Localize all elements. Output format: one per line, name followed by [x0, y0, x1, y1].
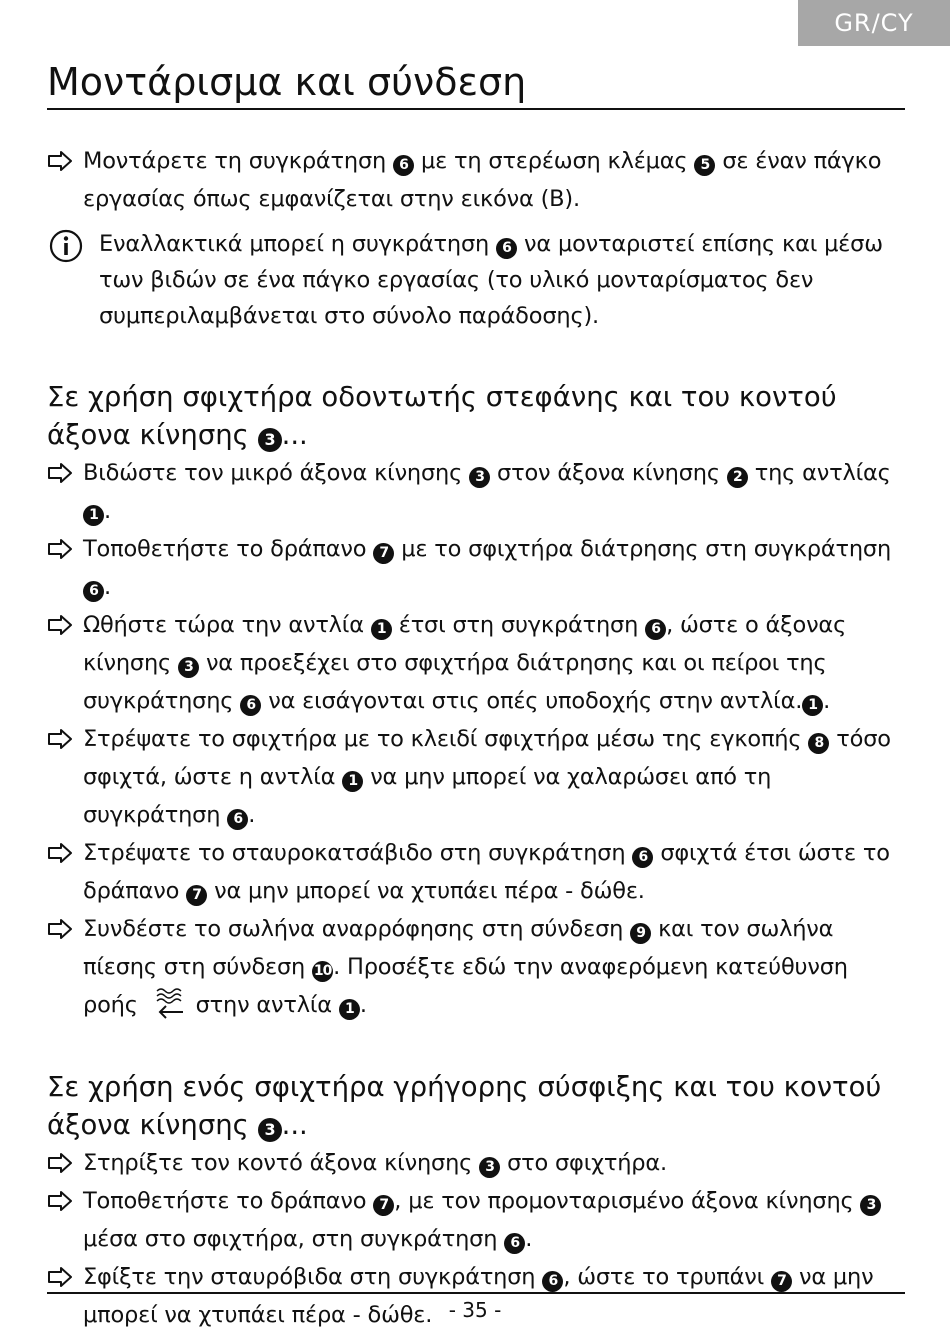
part-number-badge: 1 — [342, 771, 363, 792]
section-quick-chuck — [47, 1068, 905, 1334]
arrow-icon — [47, 151, 73, 171]
part-number-badge: 2 — [727, 467, 748, 488]
part-number-badge: 1 — [371, 619, 392, 640]
part-number-badge: 6 — [83, 581, 104, 602]
page-number: - 35 - — [448, 1298, 502, 1322]
part-number-badge: 7 — [373, 543, 394, 564]
content — [47, 142, 905, 1334]
part-number-badge: 6 — [227, 809, 248, 830]
part-number-badge: 1 — [83, 505, 104, 526]
part-number-badge: 9 — [630, 923, 651, 944]
info-note: Εναλλακτικά μπορεί η συγκράτηση 6 να μονταριστεί επίσης και μέσω των βιδών σε ένα πάγκο εργασίας (το υλικό μονταρίσματος δεν συμπεριλαμβάνεται στο σύνολο παράδοσης). — [47, 226, 905, 334]
arrow-icon — [47, 1153, 73, 1173]
instruction-step: Τοποθετήστε το δράπανο 7 , με τον προμονταρισμένο άξονα κίνησης 3 μέσα στο σφιχτήρα, στη συγκράτηση 6 . — [47, 1182, 905, 1258]
instruction-step: Συνδέστε το σωλήνα αναρρόφησης στη σύνδεση 9 και τον σωλήνα πίεσης στη σύνδεση 10. Προσέξτε εδώ την αναφερόμενη κατεύθυνση ροής στην αντλία 1 . — [47, 910, 905, 1024]
part-number-badge: 7 — [771, 1271, 792, 1292]
arrow-icon — [47, 1191, 73, 1211]
part-number-badge: 6 — [240, 695, 261, 716]
page-title: Μοντάρισμα και σύνδεση — [47, 60, 527, 104]
instruction-step: Σφίξτε την σταυρόβιδα στη συγκράτηση 6 , ώστε το τρυπάνι 7 να μην μπορεί να χτυπάει πέρα - δώθε. — [47, 1258, 905, 1334]
instruction-step: Βιδώστε τον μικρό άξονα κίνησης 3 στον άξονα κίνησης 2 της αντλίας 1 . — [47, 454, 905, 530]
part-number-badge: 6 — [632, 847, 653, 868]
part-number-badge: 10 — [312, 961, 333, 982]
intro-step: Μοντάρετε τη συγκράτηση 6 με τη στερέωση κλέμας 5 σε έναν πάγκο εργασίας όπως εμφανίζεται στην εικόνα (B). — [47, 142, 905, 218]
part-number-badge: 3 — [860, 1195, 881, 1216]
language-tab: GR/CY — [798, 0, 950, 46]
part-number-badge: 3 — [178, 657, 199, 678]
part-number-badge: 7 — [373, 1195, 394, 1216]
part-number-badge: 7 — [186, 885, 207, 906]
section-heading: Σε χρήση σφιχτήρα οδοντωτής στεφάνης και του κοντού άξονα κίνησης 3 ... — [47, 381, 837, 451]
info-icon — [49, 229, 83, 263]
footer-divider — [47, 1292, 905, 1294]
part-number-badge: 3 — [479, 1157, 500, 1178]
arrow-icon — [47, 1267, 73, 1287]
part-number-badge: 1 — [802, 695, 823, 716]
arrow-icon — [47, 463, 73, 483]
part-number-badge: 3 — [258, 1118, 282, 1142]
part-number-badge: 6 — [645, 619, 666, 640]
arrow-icon — [47, 539, 73, 559]
flow-direction-icon — [151, 986, 189, 1020]
part-number-badge: 8 — [808, 733, 829, 754]
instruction-step: Στηρίξτε τον κοντό άξονα κίνησης 3 στο σφιχτήρα. — [47, 1144, 905, 1182]
part-number-badge: 6 — [542, 1271, 563, 1292]
part-number-badge: 3 — [258, 428, 282, 452]
instruction-step: Στρέψατε το σταυροκατσάβιδο στη συγκράτηση 6 σφιχτά έτσι ώστε το δράπανο 7 να μην μπορεί να χτυπάει πέρα - δώθε. — [47, 834, 905, 910]
instruction-step: Ωθήστε τώρα την αντλία 1 έτσι στη συγκράτηση 6 , ώστε ο άξονας κίνησης 3 να προεξέχει στο σφιχτήρα διάτρησης και οι πείροι της συγκράτησης 6 να εισάγονται στις οπές υποδοχής στην αντλία. 1 . — [47, 606, 905, 720]
title-divider — [47, 108, 905, 110]
arrow-icon — [47, 919, 73, 939]
part-number-badge: 5 — [694, 155, 715, 176]
part-number-badge: 6 — [504, 1233, 525, 1254]
arrow-icon — [47, 843, 73, 863]
section-heading: Σε χρήση ενός σφιχτήρα γρήγορης σύσφιξης και του κοντού άξονα κίνησης 3 ... — [47, 1071, 882, 1141]
part-number-badge: 1 — [339, 999, 360, 1020]
instruction-step: Στρέψατε το σφιχτήρα με το κλειδί σφιχτήρα μέσω της εγκοπής 8 τόσο σφιχτά, ώστε η αντλία 1 να μην μπορεί να χαλαρώσει από τη συγκράτηση 6 . — [47, 720, 905, 834]
part-number-badge: 3 — [469, 467, 490, 488]
part-number-badge: 6 — [393, 155, 414, 176]
part-number-badge: 6 — [496, 238, 517, 259]
arrow-icon — [47, 615, 73, 635]
section-ring-chuck — [47, 378, 905, 1024]
instruction-step: Τοποθετήστε το δράπανο 7 με το σφιχτήρα διάτρησης στη συγκράτηση 6 . — [47, 530, 905, 606]
arrow-icon — [47, 729, 73, 749]
